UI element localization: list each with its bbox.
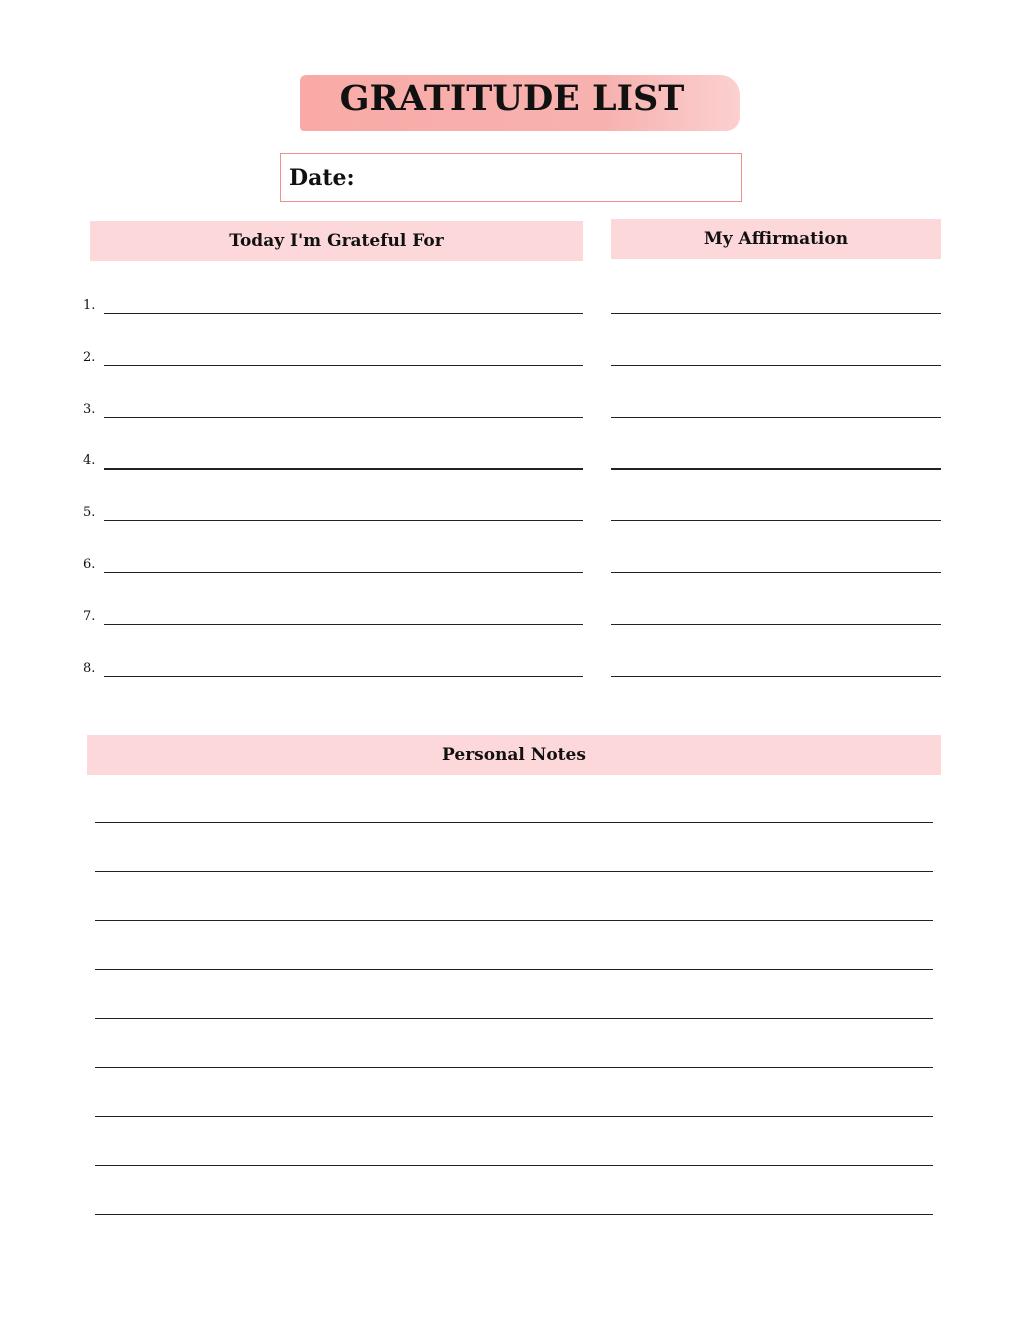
notes-line[interactable] <box>95 969 933 970</box>
affirmation-line[interactable] <box>611 572 941 573</box>
notes-line[interactable] <box>95 1165 933 1166</box>
affirmation-line[interactable] <box>611 520 941 521</box>
date-field[interactable] <box>280 153 742 202</box>
item-number: 4. <box>83 453 96 469</box>
notes-line[interactable] <box>95 1116 933 1117</box>
item-number: 1. <box>83 298 96 313</box>
grateful-header: Today I'm Grateful For <box>90 221 583 261</box>
affirmation-line[interactable] <box>611 313 941 314</box>
notes-line[interactable] <box>95 822 933 823</box>
item-number: 5. <box>83 505 96 521</box>
grateful-line[interactable] <box>104 520 583 521</box>
notes-header: Personal Notes <box>87 735 941 775</box>
item-number: 6. <box>83 557 96 572</box>
grateful-line[interactable] <box>104 624 583 625</box>
item-number: 7. <box>83 608 96 624</box>
grateful-line[interactable] <box>104 572 583 573</box>
notes-line[interactable] <box>95 1067 933 1068</box>
affirmation-line[interactable] <box>611 365 941 366</box>
item-number: 2. <box>83 349 96 365</box>
affirmation-line[interactable] <box>611 676 941 677</box>
notes-line[interactable] <box>95 1018 933 1019</box>
notes-line[interactable] <box>95 920 933 921</box>
page-title: GRATITUDE LIST <box>339 78 685 119</box>
grateful-line[interactable] <box>104 365 583 366</box>
item-number: 3. <box>83 401 96 417</box>
grateful-line[interactable] <box>104 313 583 314</box>
affirmation-line[interactable] <box>611 624 941 625</box>
notes-line[interactable] <box>95 871 933 872</box>
grateful-line[interactable] <box>104 468 583 469</box>
affirmation-line[interactable] <box>611 468 941 469</box>
notes-line[interactable] <box>95 1214 933 1215</box>
date-label: Date: <box>289 165 355 191</box>
grateful-line[interactable] <box>104 676 583 677</box>
item-number: 8. <box>83 660 96 676</box>
affirmation-line[interactable] <box>611 417 941 418</box>
affirmation-header: My Affirmation <box>611 219 941 259</box>
grateful-line[interactable] <box>104 417 583 418</box>
